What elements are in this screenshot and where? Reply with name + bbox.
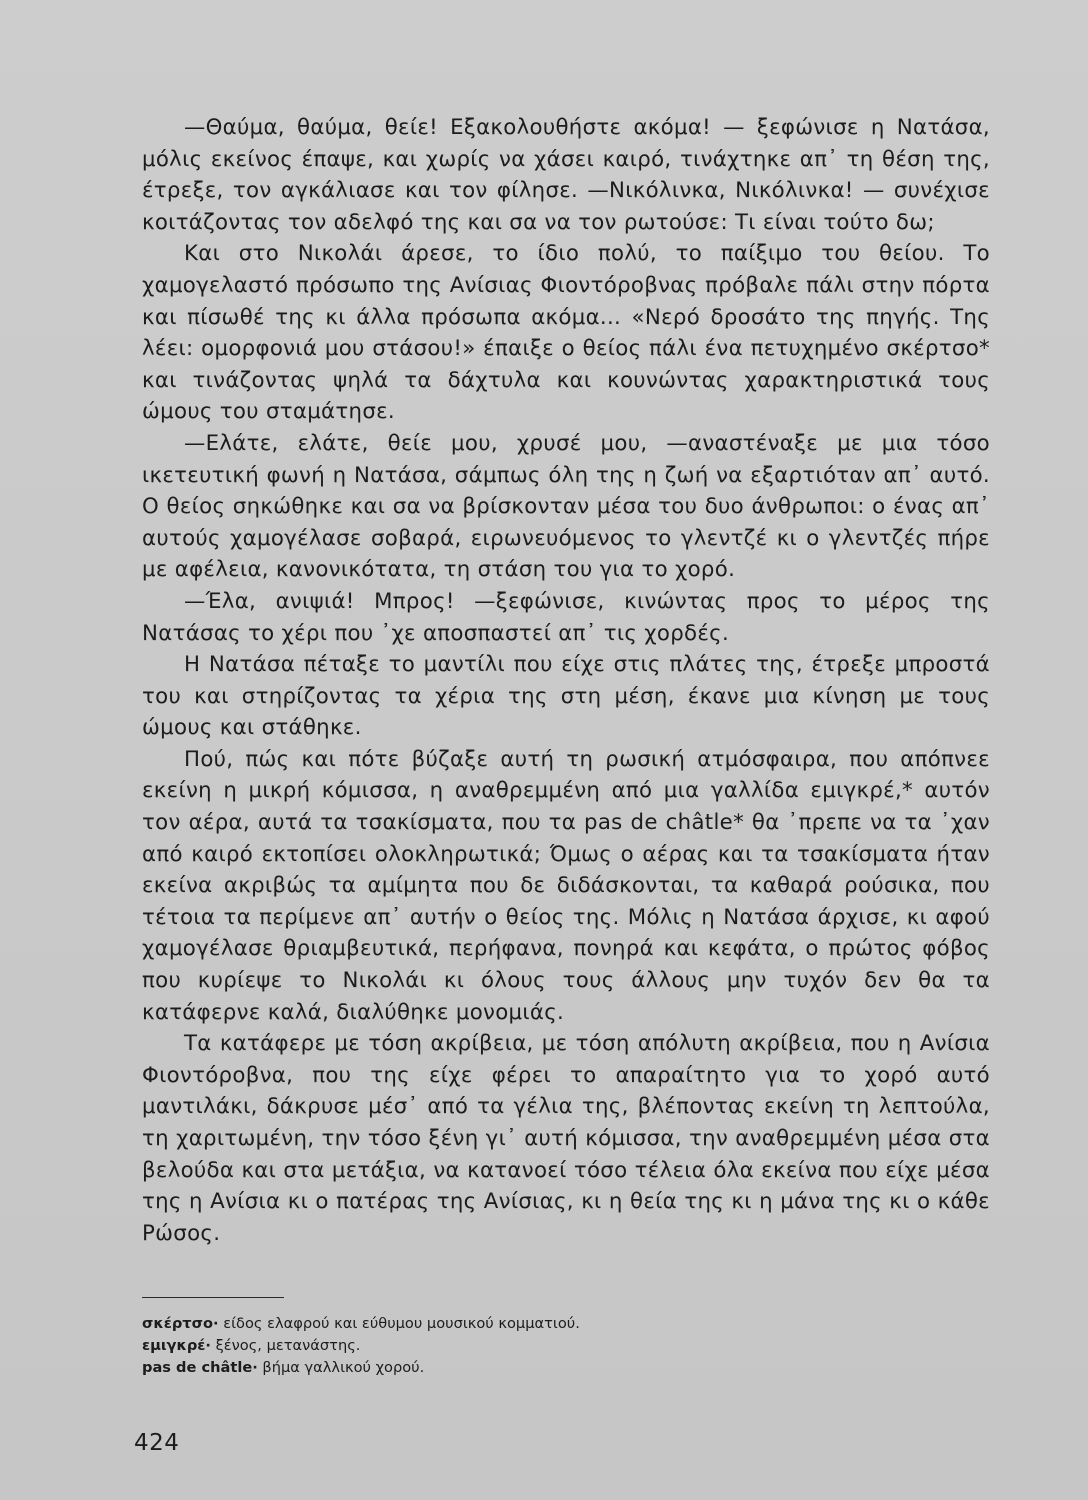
footnote bbox=[142, 1357, 902, 1379]
main-text bbox=[142, 112, 990, 1249]
paragraph: Πού, πώς και πότε βύζαξε αυτή τη ρωσική ατμόσφαιρα, που απόπνεε εκείνη η μικρή κόμισσα, η αναθρεμμένη από μια γαλλίδα εμιγκρέ,* αυτόν τον αέρα, αυτά τα τσακίσματα, που τα pas de châtle* θα ᾽πρεπε να τα ᾽χαν από καιρό εκτοπίσει ολοκληρωτικά; Όμως ο αέρας και τα τσακίσματα ήταν εκείνα ακριβώς τα αμίμητα που δε διδάσκονται, τα καθαρά ρούσικα, που τέτοια τα περίμενε απ᾽ αυτήν ο θείος της. Μόλις η Νατάσα άρχισε, κι αφού χαμογέλασε θριαμβευτικά, περήφανα, πονηρά και κεφάτα, ο πρώτος φόβος που κυρίεψε το Νικολάι κι όλους τους άλλους μην τυχόν δεν θα τα κατάφερνε καλά, διαλύθηκε μονομιάς. bbox=[142, 746, 990, 1025]
paragraph: Και στο Νικολάι άρεσε, το ίδιο πολύ, το παίξιμο του θείου. Το χαμογελαστό πρόσωπο της Ανίσιας Φιοντόροβνας πρόβαλε πάλι στην πόρτα και πίσωθέ της κι άλλα πρόσωπα ακόμα... «Νερό δροσάτο της πηγής. Της λέει: ομορφονιά μου στάσου!» έπαιξε ο θείος πάλι ένα πετυχημένο σκέρτσο* και τινάζοντας ψηλά τα δάχτυλα και κουνώντας χαρακτηριστικά τους ώμους του σταμάτησε. bbox=[142, 241, 990, 425]
footnote bbox=[142, 1335, 902, 1357]
paragraph: —Θαύμα, θαύμα, θείε! Εξακολουθήστε ακόμα! — ξεφώνισε η Νατάσα, μόλις εκείνος έπαψε, και χωρίς να χάσει καιρό, τινάχτηκε απ᾽ τη θέση της, έτρεξε, τον αγκάλιασε και τον φίλησε. —Νικόλινκα, Νικόλινκα! — συνέχισε κοιτάζοντας τον αδελφό της και σα να τον ρωτούσε: Τι είναι τούτο δω; bbox=[142, 115, 990, 235]
footnote-divider bbox=[142, 1297, 284, 1298]
footnote bbox=[142, 1313, 902, 1335]
footnote-term: σκέρτσο· bbox=[142, 1315, 219, 1332]
paragraph: Τα κατάφερε με τόση ακρίβεια, με τόση απόλυτη ακρίβεια, που η Ανίσια Φιοντόροβνα, που της είχε φέρει το απαραίτητο για το χορό αυτό μαντιλάκι, δάκρυσε μέσ᾽ από τα γέλια της, βλέποντας εκείνη τη λεπτούλα, τη χαριτωμένη, την τόσο ξένη γι᾽ αυτή κόμισσα, την αναθρεμμένη μέσα στα βελούδα και στα μετάξια, να κατανοεί τόσο τέλεια όλα εκείνα που είχε μέσα της η Ανίσια κι ο πατέρας της Ανίσιας, κι η θεία της κι η μάνα της κι ο κάθε Ρώσος. bbox=[142, 1031, 990, 1246]
paragraph: Η Νατάσα πέταξε το μαντίλι που είχε στις πλάτες της, έτρεξε μπροστά του και στηρίζοντας τα χέρια της στη μέση, έκανε μια κίνηση με τους ώμους και στάθηκε. bbox=[142, 652, 990, 741]
paragraph: —Ελάτε, ελάτε, θείε μου, χρυσέ μου, —αναστέναξε με μια τόσο ικετευτική φωνή η Νατάσα, σάμπως όλη της η ζωή να εξαρτιόταν απ᾽ αυτό. Ο θείος σηκώθηκε και σα να βρίσκονταν μέσα του δυο άνθρωποι: ο ένας απ᾽ αυτούς χαμογέλασε σοβαρά, ειρωνευόμενος το γλεντζέ κι ο γλεντζές πήρε με αφέλεια, κανονικότατα, τη στάση του για το χορό. bbox=[142, 430, 990, 583]
page-number: 424 bbox=[134, 1430, 180, 1456]
footnote-term: εμιγκρέ· bbox=[142, 1337, 211, 1354]
footnote-definition: ξένος, μετανάστης. bbox=[210, 1337, 361, 1354]
footnotes bbox=[142, 1313, 902, 1379]
footnote-definition: είδος ελαφρού και εύθυμου μουσικού κομματιού. bbox=[218, 1315, 580, 1332]
footnote-definition: βήμα γαλλικού χορού. bbox=[257, 1359, 425, 1376]
footnote-term: pas de châtle· bbox=[142, 1359, 258, 1376]
paragraph: —Έλα, ανιψιά! Μπρος! —ξεφώνισε, κινώντας προς το μέρος της Νατάσας το χέρι που ᾽χε αποσπαστεί απ᾽ τις χορδές. bbox=[142, 588, 990, 646]
